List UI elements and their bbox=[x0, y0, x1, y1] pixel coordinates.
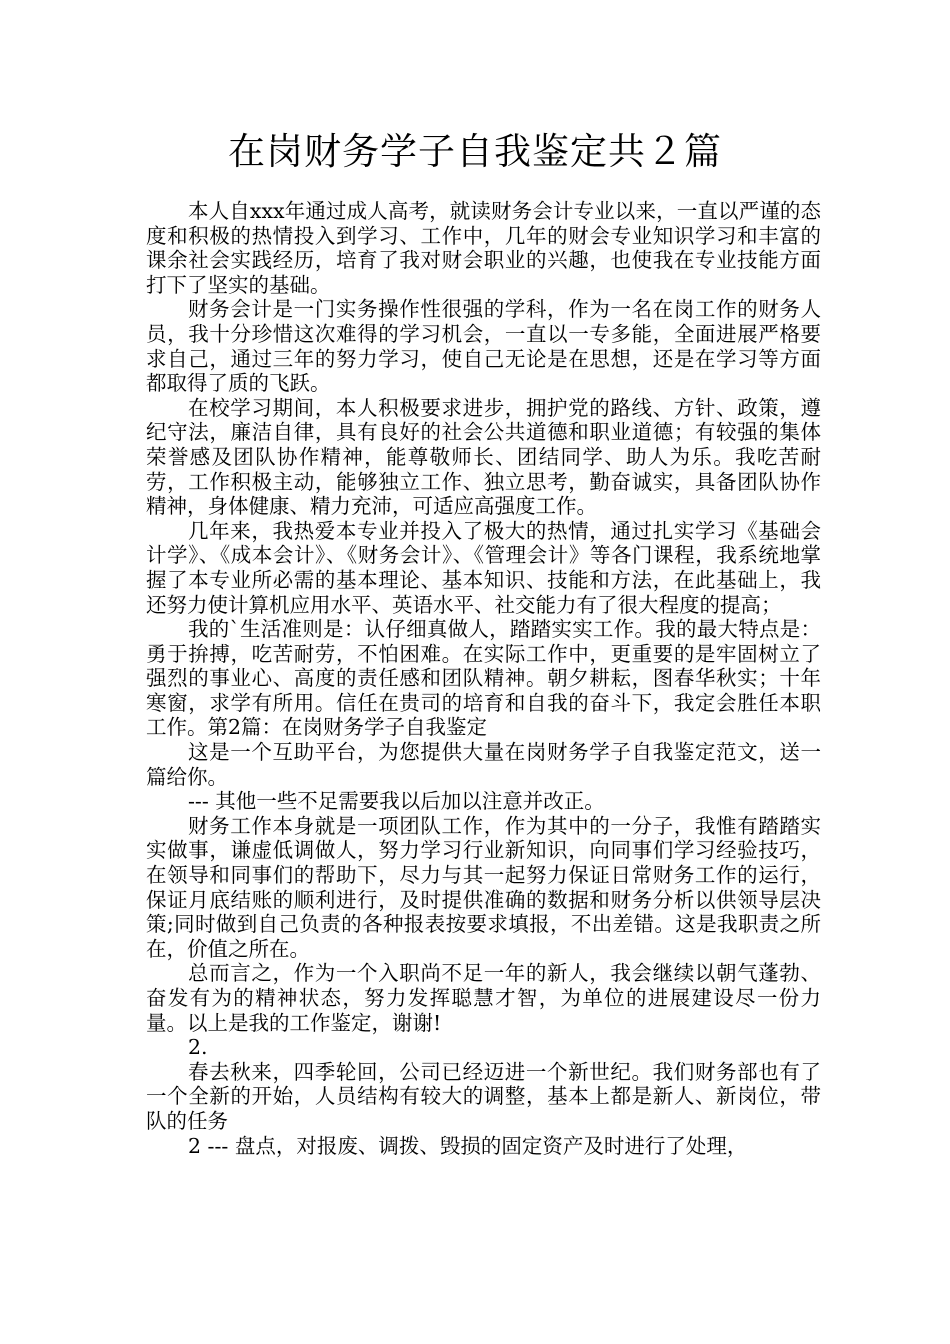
paragraph-5: 我的`生活准则是：认仔细真做人，踏踏实实工作。我的最大特点是：勇于拚搏，吃苦耐劳，不怕困难。在实际工作中，更重要的是牢固树立了强烈的事业心、高度的责任感和团队精神。朝夕耕耘，图春华秋实；十年寒窗，求学有所用。信任在贵司的培育和自我的奋斗下，我定会胜任本职工作。第2篇：在岗财务学子自我鉴定 bbox=[146, 617, 821, 740]
paragraph-3: 在校学习期间，本人积极要求进步，拥护党的路线、方针、政策，遵纪守法，廉洁自律，具有良好的社会公共道德和职业道德；有较强的集体荣誉感及团队协作精神，能尊敬师长、团结同学、助人为乐。我吃苦耐劳，工作积极主动，能够独立工作、独立思考，勤奋诚实，具备团队协作精神，身体健康、精力充沛，可适应高强度工作。 bbox=[146, 395, 821, 519]
paragraph-12: 2 --- 盘点，对报废、调拨、毁损的固定资产及时进行了处理， bbox=[188, 1133, 748, 1158]
paragraph-2: 财务会计是一门实务操作性很强的学科，作为一名在岗工作的财务人员，我十分珍惜这次难得的学习机会，一直以一专多能，全面进展严格要求自己，通过三年的努力学习，使自己无论是在思想，还是在学习等方面都取得了质的飞跃。 bbox=[146, 297, 821, 396]
paragraph-11: 春去秋来，四季轮回，公司已经迈进一个新世纪。我们财务部也有了一个全新的开始，人员结构有较大的调整，基本上都是新人、新岗位，带队的任务 bbox=[146, 1059, 821, 1133]
document-body bbox=[146, 199, 821, 1158]
paragraph-10: 2. bbox=[188, 1035, 208, 1060]
paragraph-1: 本人自xxx年通过成人高考，就读财务会计专业以来，一直以严谨的态度和积极的热情投入到学习、工作中，几年的财会专业知识学习和丰富的课余社会实践经历，培育了我对财会职业的兴趣，也使我在专业技能方面打下了坚实的基础。 bbox=[146, 199, 821, 297]
paragraph-6: 这是一个互助平台，为您提供大量在岗财务学子自我鉴定范文，送一篇给你。 bbox=[146, 740, 821, 789]
paragraph-4: 几年来，我热爱本专业并投入了极大的热情，通过扎实学习《基础会计学》、《成本会计》、《财务会计》、《管理会计》等各门课程，我系统地掌握了本专业所必需的基本理论、基本知识、技能和方法，在此基础上，我还努力使计算机应用水平、英语水平、社交能力有了很大程度的提高； bbox=[146, 518, 821, 617]
document-title: 在岗财务学子自我鉴定共２篇 bbox=[228, 130, 722, 173]
paragraph-8: 财务工作本身就是一项团队工作，作为其中的一分子，我惟有踏踏实实做事，谦虚低调做人，努力学习行业新知识，向同事们学习经验技巧，在领导和同事们的帮助下，尽力与其一起努力保证日常财务工作的运行，保证月底结账的顺利进行，及时提供准确的数据和财务分析以供领导层决策;同时做到自己负责的各种报表按要求填报，不出差错。这是我职责之所在，价值之所在。 bbox=[146, 813, 821, 961]
paragraph-9: 总而言之，作为一个入职尚不足一年的新人，我会继续以朝气蓬勃、奋发有为的精神状态，努力发挥聪慧才智，为单位的进展建设尽一份力量。以上是我的工作鉴定，谢谢! bbox=[146, 961, 821, 1035]
paragraph-7: --- 其他一些不足需要我以后加以注意并改正。 bbox=[188, 789, 605, 814]
